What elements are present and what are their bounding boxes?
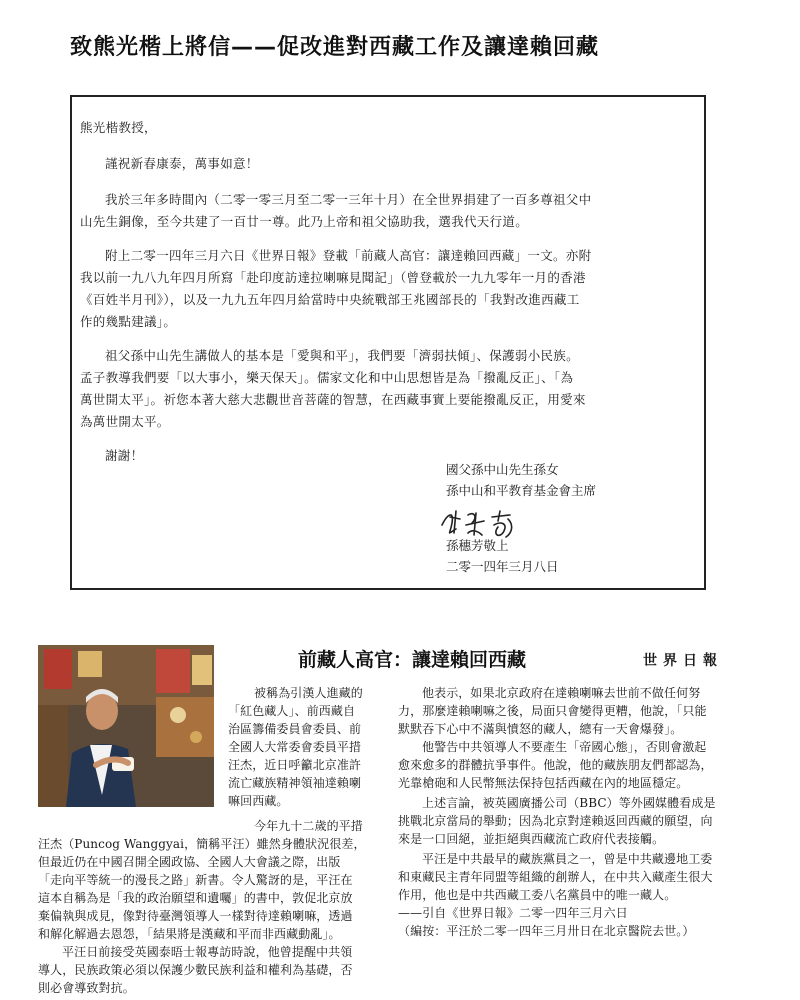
handwritten-signature [438,505,538,539]
article-citation: ——引自《世界日報》二零一四年三月六日 [398,906,628,920]
article-text-line: 默默吞下心中不滿與憤怒的藏人，總有一天會爆發」。 [398,722,683,736]
sender-title-2: 孫中山和平教育基金會主席 [446,483,597,498]
article-text-line: 「走向平等統一的漫長之路」新書。令人驚訝的是，平汪在 [38,873,353,887]
sender-title-1: 國父孫中山先生孫女 [446,462,559,477]
article-text-line: 導人，民族政策必須以保護少數民族利益和權利為基礎，否 [38,963,353,977]
article-text-line: 則必會導致對抗。 [38,981,135,995]
sender-sign: 孫穗芳敬上 [446,538,509,553]
article-text-line: 光靠槍砲和人民幣無法保持包括西藏在內的地區穩定。 [398,776,689,790]
page-title: 致熊光楷上將信——促改進對西藏工作及讓達賴回藏 [70,35,600,60]
letter-date: 二零一四年三月八日 [446,559,559,574]
article-text-line: 「紅色藏人」、前西藏自 [228,704,356,718]
paragraph-1-line-2: 山先生銅像，至今共建了一百廿一尊。此乃上帝和祖父協助我，選我代天行道。 [80,214,529,229]
article-title: 前藏人高官：讓達賴回西藏 [298,649,527,671]
article-text-line: 愈來愈多的群體抗爭事件。他說，他的藏族朋友們都認為， [398,758,713,772]
article-text-line: 這本自稱為是「我的政治願望和遺囑」的書中，敦促北京放 [38,891,353,905]
article-text-line: 但最近仍在中國召開全國政協、全國人大會議之際，出版 [38,855,341,869]
paragraph-2-line-4: 作的幾點建議」。 [80,314,177,329]
paragraph-1-line-1: 我於三年多時間內（二零一零三月至二零一三年十月）在全世界捐建了一百多尊祖父中 [105,192,592,207]
article-text-line: 平汪是中共最早的藏族黨員之一，曾是中共藏邊地工委 [422,852,713,866]
greeting: 謹祝新春康泰，萬事如意！ [105,156,259,171]
article-text-line: 被稱為引漢人進藏的 [254,686,363,700]
editor-note: （編按：平汪於二零一四年三月卅日在北京醫院去世。） [398,924,695,938]
article-text-line: 今年九十二歲的平措 [254,819,363,833]
article-text-line: 他表示，如果北京政府在達賴喇嘛去世前不做任何努 [422,686,701,700]
paragraph-3-line-3: 萬世開太平」。祈您本著大慈大悲觀世音菩薩的智慧，在西藏事實上要能撥亂反正，用愛來 [80,392,586,407]
article-text-line: 上述言論，被英國廣播公司（BBC）等外國媒體看成是 [422,796,716,810]
article-text-line: 汪杰，近日呼籲北京准許 [228,758,362,772]
article-text-line: 他警告中共領導人不要產生「帝國心態」，否則會激起 [422,740,707,754]
article-text-line: 作用，他也是中共西藏工委八名黨員中的唯一藏人。 [398,888,677,902]
article-text-line: 和解化解過去恩怨，「結果將是漢藏和平而非西藏動亂」。 [38,927,341,941]
article-text-line: 棄偏執與成見，像對待臺灣領導人一樣對待達賴喇嘛，透過 [38,909,353,923]
salutation: 熊光楷教授， [80,120,157,135]
article-text-line: 全國人大常委會委員平措 [228,740,362,754]
article-photo [38,645,214,807]
article-text-line: 流亡藏族精神領袖達賴喇 [228,776,362,790]
article-text-line: 力，那麼達賴喇嘛之後，局面只會變得更糟，他說，「只能 [398,704,707,718]
paragraph-3-line-1: 祖父孫中山先生講做人的基本是「愛與和平」，我們要「濟弱扶傾」、保護弱小民族。 [105,348,579,363]
paragraph-3-line-2: 孟子教導我們要「以大事小，樂天保天」。儒家文化和中山思想皆是為「撥亂反正」、「為 [80,370,574,385]
newspaper-logo: 世界日報 [643,653,723,669]
paragraph-3-line-4: 為萬世開太平。 [80,414,170,429]
article-text-line: 汪杰（Puncog Wanggyai，簡稱平汪）雖然身體狀況很差， [38,837,366,851]
paragraph-2-line-3: 《百姓半月刊》），以及一九九五年四月給當時中央統戰部王兆國部長的「我對改進西藏工 [80,292,580,307]
article-text-line: 治區籌備委員會委員、前 [228,722,362,736]
article-text-line: 平汪日前接受英國泰晤士報專訪時說，他曾提醒中共領 [62,945,353,959]
article-text-line: 嘛回西藏。 [228,794,289,808]
article-text-line: 和東藏民主青年同盟等組織的創辦人，在中共入藏產生很大 [398,870,713,884]
article-text-line: 挑戰北京當局的舉動；因為北京對達賴返回西藏的願望，向 [398,814,713,828]
paragraph-2-line-1: 附上二零一四年三月六日《世界日報》登載「前藏人高官：讓達賴回西藏」一文。亦附 [105,248,592,263]
article-text-line: 來是一口回絕，並拒絕與西藏流亡政府代表接觸。 [398,832,665,846]
thanks: 謝謝！ [105,448,144,463]
paragraph-2-line-2: 我以前一九八九年四月所寫「赴印度訪達拉喇嘛見聞記」（曾登載於一九九零年一月的香港 [80,270,586,285]
